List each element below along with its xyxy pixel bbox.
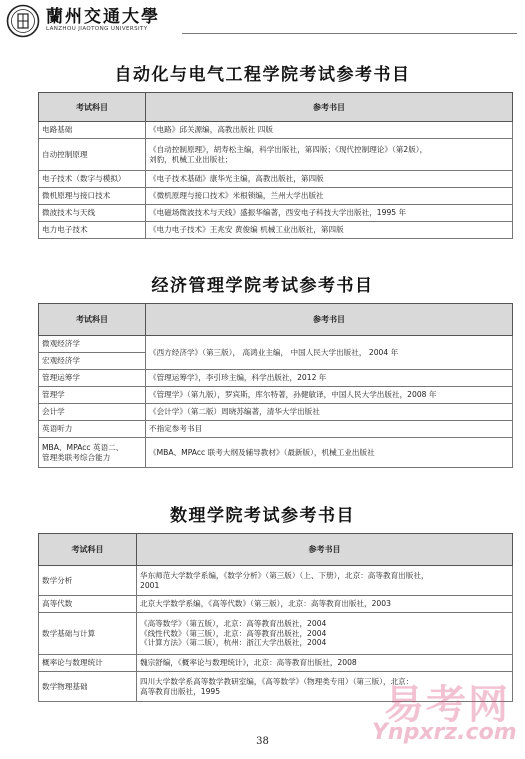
- column-header-reference: 参考书目: [146, 93, 513, 122]
- table-row: [39, 336, 513, 353]
- reference-cell: 不指定参考书目: [146, 421, 513, 438]
- column-header-subject: 考试科目: [39, 304, 146, 336]
- university-seal-icon: [6, 4, 40, 38]
- subject-cell: 数学基础与计算: [39, 613, 137, 655]
- reference-table-automation: [38, 92, 513, 239]
- subject-cell: 电力电子技术: [39, 222, 146, 239]
- reference-cell: 《电路》邱关源编，高教出版社 四版: [146, 122, 513, 139]
- reference-cell: 《微机原理与接口技术》米根锁编，兰州大学出版社: [146, 188, 513, 205]
- table-row: [39, 596, 513, 613]
- section-title-economics: 经济管理学院考试参考书目: [151, 276, 374, 296]
- subject-cell: 管理运筹学: [39, 370, 146, 387]
- watermark-text: 易考网: [384, 682, 510, 728]
- subject-cell: 宏观经济学: [39, 353, 146, 370]
- column-header-reference: 参考书目: [137, 534, 513, 566]
- subject-cell: 微机原理与接口技术: [39, 188, 146, 205]
- table-row: [39, 205, 513, 222]
- reference-cell: 华东师范大学数学系编，《数学分析》（第三版）（上、下册），北京：高等教育出版社， 2001: [137, 566, 513, 596]
- subject-cell: 高等代数: [39, 596, 137, 613]
- subject-cell: 自动控制原理: [39, 139, 146, 171]
- subject-cell: 管理学: [39, 387, 146, 404]
- reference-cell: 《MBA、MPAcc 联考大纲及辅导教材》（最新版），机械工业出版社: [146, 438, 513, 468]
- subject-cell: 数学物理基础: [39, 672, 137, 702]
- table-row: [39, 566, 513, 596]
- column-header-subject: 考试科目: [39, 534, 137, 566]
- section-title-automation: 自动化与电气工程学院考试参考书目: [114, 65, 411, 85]
- table-row: [39, 171, 513, 188]
- reference-cell: 《自动控制原理》，胡寿松主编，科学出版社，第四版；《现代控制理论》（第2版）， 刘豹，机械工业出版社；: [146, 139, 513, 171]
- watermark-url: Ynpxrz.com: [372, 720, 517, 745]
- reference-cell: 《管理学》（第九版），罗宾斯，库尔特著，孙健敏译，中国人民大学出版社，2008 年: [146, 387, 513, 404]
- reference-cell: 魏宗舒编，《概率论与数理统计》，北京：高等教育出版社，2008: [137, 655, 513, 672]
- university-logo-name: 蘭州交通大學: [46, 7, 160, 27]
- table-row: [39, 613, 513, 655]
- reference-cell: 四川大学数学系高等数学教研室编，《高等数学》（物理类专用）（第三版），北京： 高等教育出版社，1995: [137, 672, 513, 702]
- table-row: [39, 122, 513, 139]
- table-row: [39, 655, 513, 672]
- table-row: [39, 404, 513, 421]
- subject-cell: 电路基础: [39, 122, 146, 139]
- subject-cell: 微观经济学: [39, 336, 146, 353]
- column-header-subject: 考试科目: [39, 93, 146, 122]
- header-divider: [182, 33, 517, 34]
- table-row: [39, 387, 513, 404]
- reference-cell: 《会计学》（第二版）周晓苏编著，清华大学出版社: [146, 404, 513, 421]
- table-row: [39, 370, 513, 387]
- subject-cell: 英语听力: [39, 421, 146, 438]
- reference-cell: 《高等数学》（第五版），北京：高等教育出版社，2004 《线性代数》（第三版），北京：高等教育出版社，2004 《计算方法》（第二版），杭州：浙江大学出版社，2004: [137, 613, 513, 655]
- reference-cell: 北京大学数学系编，《高等代数》（第三版），北京：高等教育出版社，2003: [137, 596, 513, 613]
- table-row: [39, 421, 513, 438]
- reference-cell: 《西方经济学》（第三版）， 高鸿业主编， 中国人民大学出版社， 2004 年: [146, 336, 513, 370]
- reference-cell: 《电磁场微波技术与天线》盛振华编著，西安电子科技大学出版社，1995 年: [146, 205, 513, 222]
- reference-cell: 《管理运筹学》，李引珍主编，科学出版社，2012 年: [146, 370, 513, 387]
- table-row: [39, 139, 513, 171]
- subject-cell: 会计学: [39, 404, 146, 421]
- reference-cell: 《电子技术基础》康华光主编，高教出版社，第四版: [146, 171, 513, 188]
- subject-cell: MBA、MPAcc 英语二、 管理类联考综合能力: [39, 438, 146, 468]
- subject-cell: 概率论与数理统计: [39, 655, 137, 672]
- subject-cell: 电子技术（数字与模拟）: [39, 171, 146, 188]
- reference-cell: 《电力电子技术》王兆安 黄俊编 机械工业出版社，第四版: [146, 222, 513, 239]
- subject-cell: 数学分析: [39, 566, 137, 596]
- subject-cell: 微波技术与天线: [39, 205, 146, 222]
- table-row: [39, 188, 513, 205]
- page-number: 38: [256, 736, 269, 747]
- page-header: [0, 0, 525, 42]
- table-row: [39, 438, 513, 468]
- table-row: [39, 222, 513, 239]
- section-title-mathematics: 数理学院考试参考书目: [170, 506, 355, 526]
- reference-table-economics: [38, 303, 513, 468]
- column-header-reference: 参考书目: [146, 304, 513, 336]
- university-logo-subtitle: LANZHOU JIAOTONG UNIVERSITY: [46, 26, 148, 32]
